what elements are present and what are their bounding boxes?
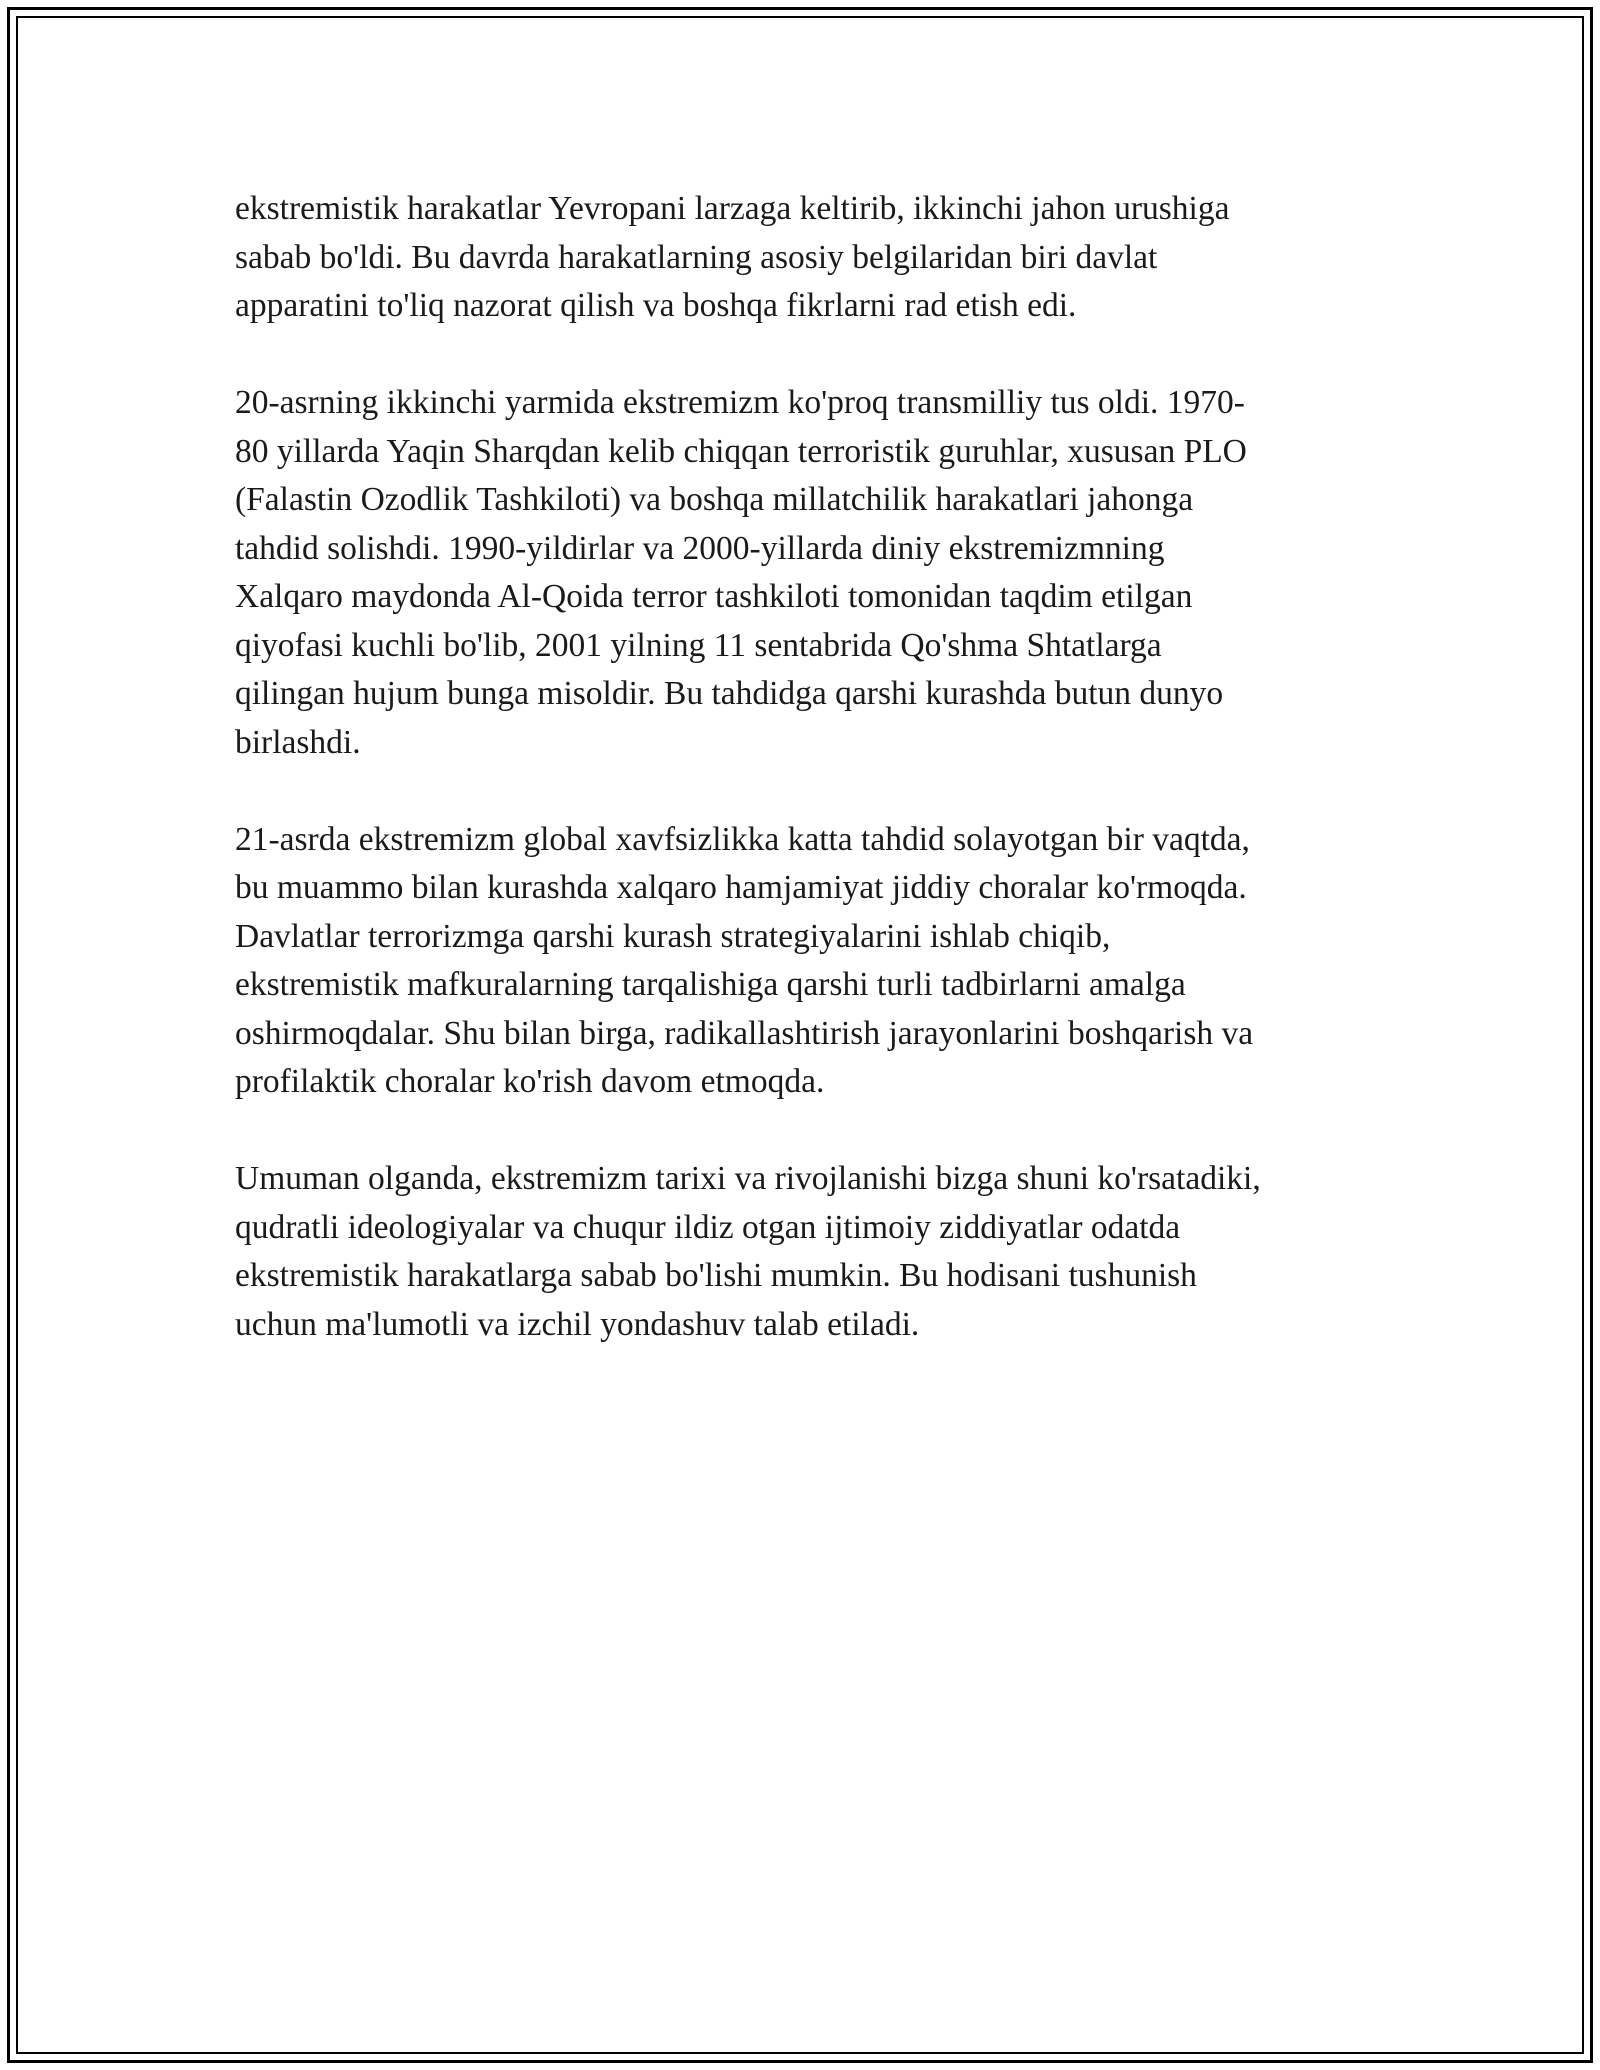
paragraph-4: Umuman olganda, ekstremizm tarixi va rivojlanishi bizga shuni ko'rsatadiki, qudratli ideologiyalar va chuqur ildiz otgan ijtimoiy ziddiyatlar odatda ekstremistik harakatlarga sabab bo'lishi mumkin. Bu hodisani tushunish uchun ma'lumotli va izchil yondashuv talab etiladi. [235,1160,1261,1343]
paragraph-3: 21-asrda ekstremizm global xavfsizlikka katta tahdid solayotgan bir vaqtda, bu muammo bilan kurashda xalqaro hamjamiyat jiddiy choralar ko'rmoqda. Davlatlar terrorizmga qarshi kurash strategiyalarini ishlab chiqib, ekstremistik mafkuralarning tarqalishiga qarshi turli tadbirlarni amalga oshirmoqdalar. Shu bilan birga, radikallashtirish jarayonlarini boshqarish va profilaktik choralar ko'rish davom etmoqda. [235,820,1254,1100]
paragraph-1: ekstremistik harakatlar Yevropani larzaga keltirib, ikkinchi jahon urushiga sabab bo'ldi. Bu davrda harakatlarning asosiy belgilaridan biri davlat apparatini to'liq nazorat qilish va boshqa fikrlarni rad etish edi. [235,190,1230,324]
paragraph-2: 20-asrning ikkinchi yarmida ekstremizm ko'proq transmilliy tus oldi. 1970- 80 yillarda Yaqin Sharqdan kelib chiqqan terroristik guruhlar, xususan PLO (Falastin Ozodlik Tashkiloti) va boshqa millatchilik harakatlari jahonga tahdid solishdi. 1990-yildirlar va 2000-yillarda diniy ekstremizmning Xalqaro maydonda Al-Qoida terror tashkiloti tomonidan taqdim etilgan qiyofasi kuchli bo'lib, 2001 yilning 11 sentabrida Qo'shma Shtatlarga qilingan hujum bunga misoldir. Bu tahdidga qarshi kurashda butun dunyo birlashdi. [235,384,1247,761]
document-body [235,185,1365,1398]
